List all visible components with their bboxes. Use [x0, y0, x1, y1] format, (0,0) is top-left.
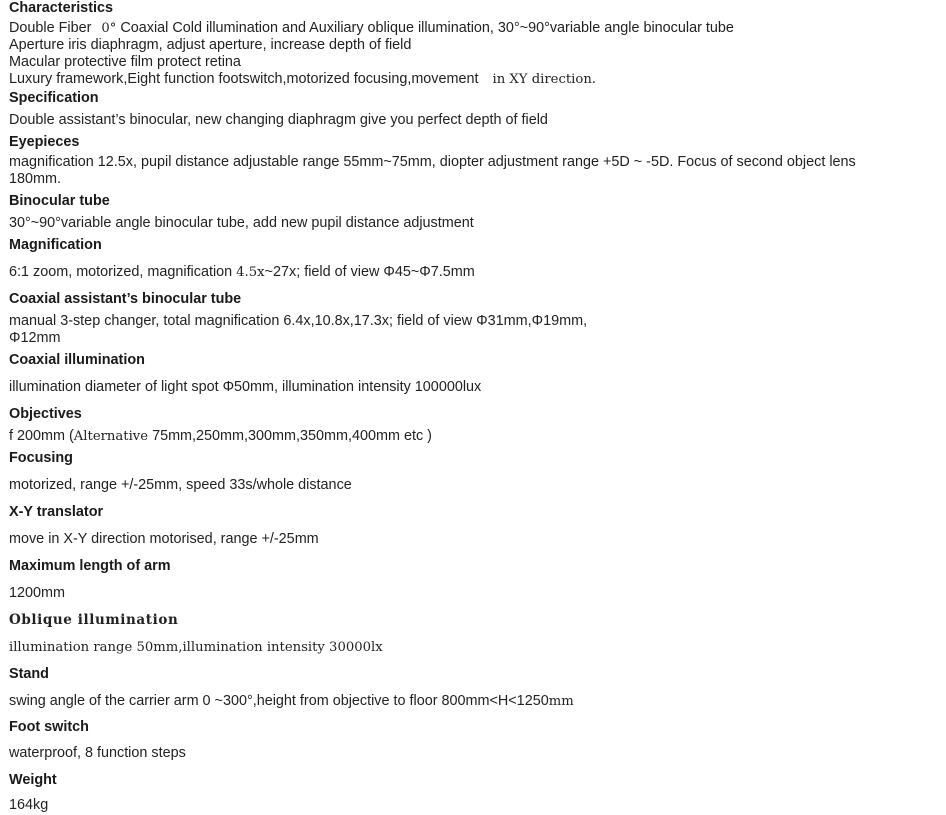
specification-text: Double assistant’s binocular, new changing diaphragm give you perfect depth of field [9, 112, 548, 128]
oblique-illumination-heading: Oblique illumination [9, 612, 179, 628]
binocular-tube-text: 30°~90°variable angle binocular tube, add new pupil distance adjustment [9, 215, 474, 231]
characteristics-line-3: Macular protective film protect retina [9, 54, 241, 70]
magnification-text-c: ~27x; field of view Φ45~Φ7.5mm [264, 264, 475, 280]
arm-length-text: 1200mm [9, 585, 65, 601]
stand-text-a: swing angle of the carrier arm 0 ~300°,height from objective to floor 800mm<H<1250 [9, 693, 549, 709]
objectives-text-a: f 200mm ( [9, 428, 74, 444]
stand-text [9, 693, 574, 710]
objectives-text-b: Alternative [73, 429, 149, 444]
coaxial-illumination-text: illumination diameter of light spot Φ50mm, illumination intensity 100000lux [9, 379, 482, 395]
objectives-heading: Objectives [9, 406, 82, 422]
binocular-tube-heading: Binocular tube [9, 193, 110, 209]
oblique-illumination-text: illumination range 50mm,illumination intensity 30000lx [9, 640, 383, 655]
magnification-text-a: 6:1 zoom, motorized, magnification [9, 264, 233, 280]
coaxial-illumination-heading: Coaxial illumination [9, 352, 145, 368]
eyepieces-heading: Eyepieces [9, 134, 80, 150]
characteristics-line-1-c: Coaxial Cold illumination and Auxiliary oblique illumination, 30°~90°variable angle binocular tube [120, 20, 734, 36]
coaxial-tube-heading: Coaxial assistant’s binocular tube [9, 291, 242, 307]
xy-translator-text: move in X-Y direction motorised, range +/-25mm [9, 531, 319, 547]
characteristics-line-4 [9, 71, 596, 88]
magnification-heading: Magnification [9, 237, 102, 253]
magnification-text [9, 264, 475, 281]
coaxial-tube-text: manual 3-step changer, total magnification 6.4x,10.8x,17.3x; field of view Φ31mm,Φ19mm, [9, 313, 588, 329]
weight-heading: Weight [9, 772, 57, 788]
characteristics-line-1-b: 0° [101, 21, 117, 36]
weight-text: 164kg [9, 797, 49, 813]
characteristics-line-1 [9, 20, 734, 37]
foot-switch-text: waterproof, 8 function steps [9, 745, 186, 761]
arm-length-heading: Maximum length of arm [9, 558, 171, 574]
characteristics-line-4-a: Luxury framework,Eight function footswitch,motorized focusing,movement [9, 71, 479, 87]
coaxial-tube-text-2: Φ12mm [9, 330, 61, 346]
eyepieces-text: magnification 12.5x, pupil distance adjustable range 55mm~75mm, diopter adjustment range +5D ~ -5D. Focus of second object lens [9, 154, 856, 170]
stand-text-b: mm [548, 694, 574, 709]
magnification-text-b: 4.5x [236, 265, 265, 280]
objectives-text-c: 75mm,250mm,300mm,350mm,400mm etc ) [152, 428, 432, 444]
characteristics-line-4-b: in XY direction. [492, 72, 597, 87]
characteristics-line-2: Aperture iris diaphragm, adjust aperture, increase depth of field [9, 37, 412, 53]
foot-switch-heading: Foot switch [9, 719, 89, 735]
focusing-heading: Focusing [9, 450, 73, 466]
stand-heading: Stand [9, 666, 49, 682]
specification-heading: Specification [9, 90, 99, 106]
characteristics-line-1-a: Double Fiber [9, 20, 92, 36]
eyepieces-text-2: 180mm. [9, 171, 61, 187]
objectives-text [9, 428, 432, 445]
xy-translator-heading: X-Y translator [9, 504, 104, 520]
characteristics-heading: Characteristics [9, 0, 113, 16]
focusing-text: motorized, range +/-25mm, speed 33s/whole distance [9, 477, 352, 493]
